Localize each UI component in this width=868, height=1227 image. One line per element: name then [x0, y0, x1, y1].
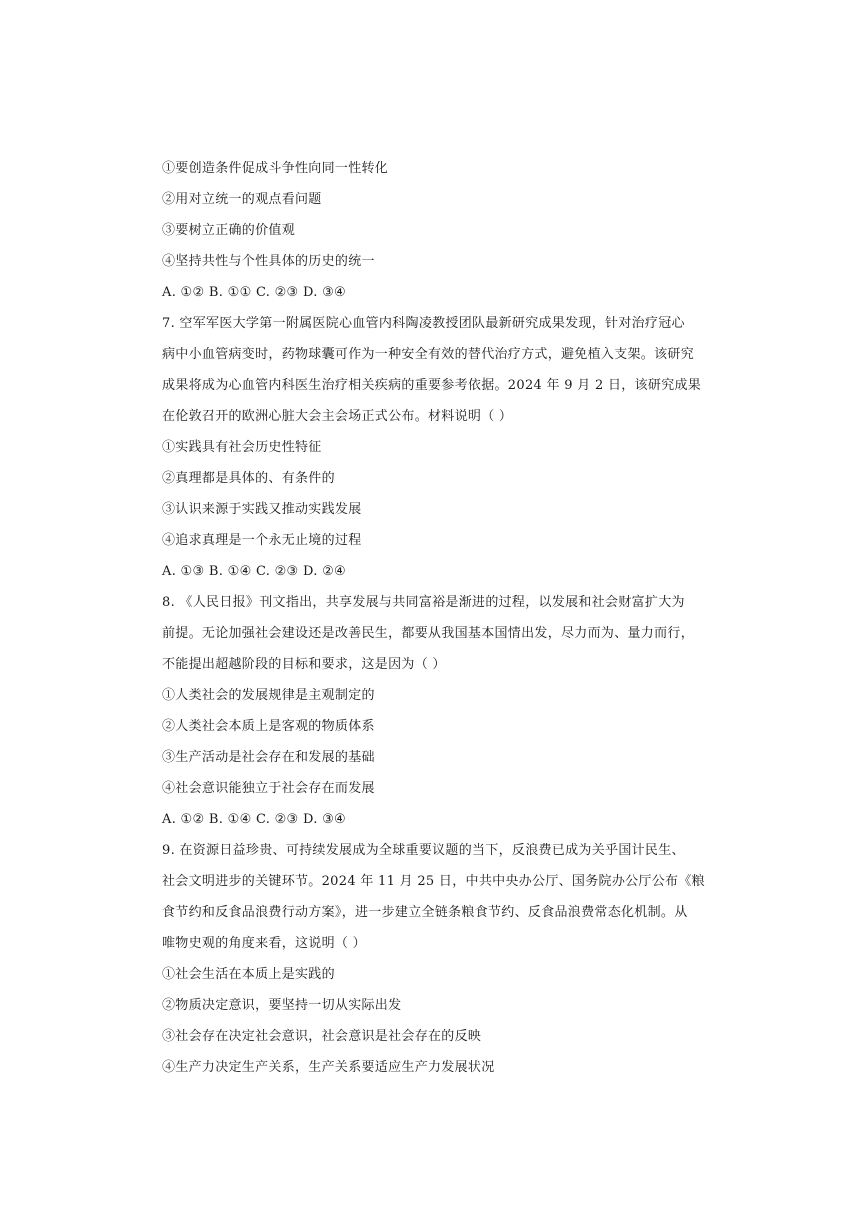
q7-option-1: ①实践具有社会历史性特征: [162, 440, 322, 455]
q9-option-1: ①社会生活在本质上是实践的: [162, 967, 335, 982]
q6-option-3: ③要树立正确的价值观: [162, 223, 296, 238]
q7-option-3: ③认识来源于实践又推动实践发展: [162, 502, 362, 517]
q7-stem-line-1: 7. 空军军医大学第一附属医院心血管内科陶凌教授团队最新研究成果发现，针对治疗冠心: [162, 316, 685, 331]
q8-stem-line-3: 不能提出超越阶段的目标和要求，这是因为（ ）: [162, 657, 446, 672]
q6-option-2: ②用对立统一的观点看问题: [162, 192, 322, 207]
q8-option-2: ②人类社会本质上是客观的物质体系: [162, 719, 375, 734]
q9-stem-line-3: 食节约和反食品浪费行动方案》，进一步建立全链条粮食节约、反食品浪费常态化机制。从: [162, 905, 688, 920]
q6-option-1: ①要创造条件促成斗争性向同一性转化: [162, 161, 389, 176]
q9-option-4: ④生产力决定生产关系，生产关系要适应生产力发展状况: [162, 1060, 495, 1075]
q8-option-4: ④社会意识能独立于社会存在而发展: [162, 781, 375, 796]
q6-option-4: ④坚持共性与个性具体的历史的统一: [162, 254, 375, 269]
q7-option-4: ④追求真理是一个永无止境的过程: [162, 533, 362, 548]
q6-answer-choices: A. ①② B. ①① C. ②③ D. ③④: [162, 285, 346, 300]
q8-stem-line-2: 前提。无论加强社会建设还是改善民生，都要从我国基本国情出发，尽力而为、量力而行，: [162, 626, 695, 641]
q7-answer-choices: A. ①③ B. ①④ C. ②③ D. ②④: [162, 564, 346, 579]
q9-stem-line-1: 9. 在资源日益珍贵、可持续发展成为全球重要议题的当下，反浪费已成为关乎国计民生、: [162, 843, 685, 858]
q7-option-2: ②真理都是具体的、有条件的: [162, 471, 335, 486]
q9-stem-line-4: 唯物史观的角度来看，这说明（ ）: [162, 936, 366, 951]
q9-option-3: ③社会存在决定社会意识，社会意识是社会存在的反映: [162, 1029, 482, 1044]
q8-option-3: ③生产活动是社会存在和发展的基础: [162, 750, 375, 765]
q9-option-2: ②物质决定意识，要坚持一切从实际出发: [162, 998, 402, 1013]
q9-stem-line-2: 社会文明进步的关键环节。2024 年 11 月 25 日，中共中央办公厅、国务院办公厅公布《粮: [162, 874, 705, 889]
q8-answer-choices: A. ①② B. ①④ C. ②③ D. ③④: [162, 812, 346, 827]
q7-stem-line-2: 病中小血管病变时，药物球囊可作为一种安全有效的替代治疗方式，避免植入支架。该研究: [162, 347, 695, 362]
q7-stem-line-3: 成果将成为心血管内科医生治疗相关疾病的重要参考依据。2024 年 9 月 2 日，该研究成果: [162, 378, 702, 393]
q8-stem-line-1: 8. 《人民日报》刊文指出，共享发展与共同富裕是渐进的过程，以发展和社会财富扩大为: [162, 595, 685, 610]
q7-stem-line-4: 在伦敦召开的欧洲心脏大会主会场正式公布。材料说明（ ）: [162, 409, 513, 424]
q8-option-1: ①人类社会的发展规律是主观制定的: [162, 688, 375, 703]
